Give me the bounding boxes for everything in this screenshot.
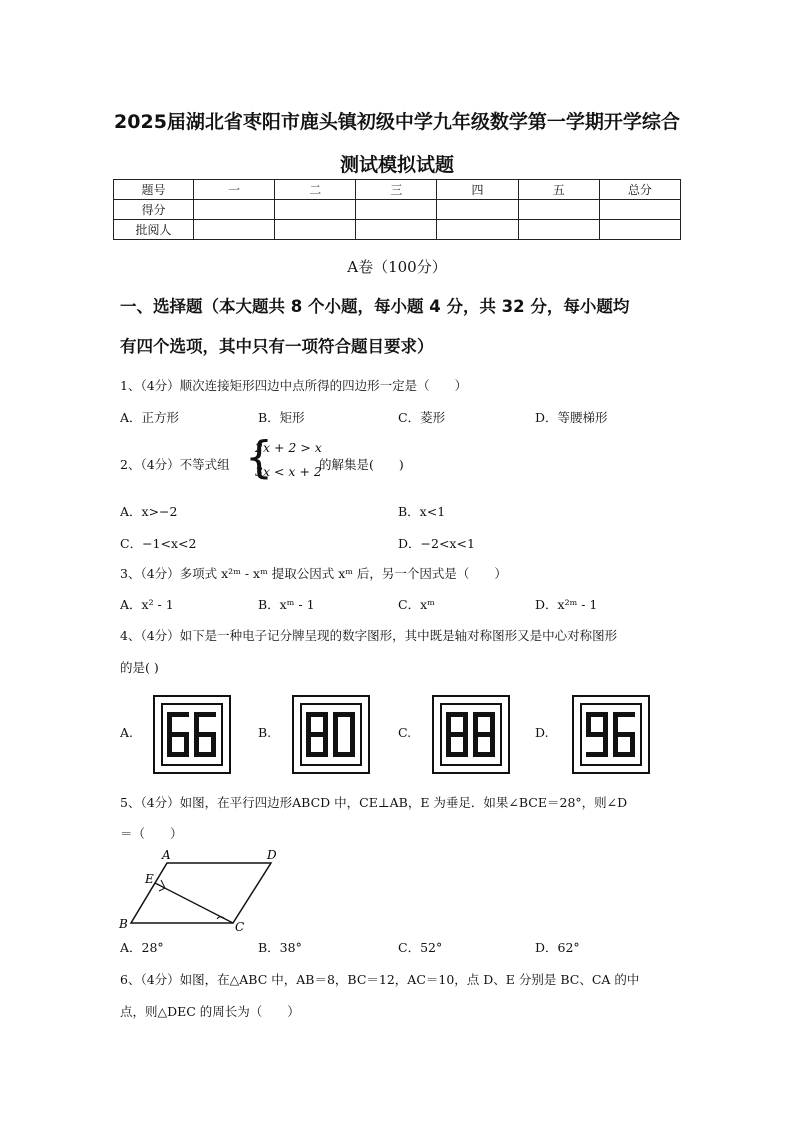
vertex-label-b: B — [119, 917, 128, 931]
table-cell — [437, 220, 518, 240]
question-1-stem: 1、（4分）顺次连接矩形四边中点所得的四边形一定是（ ） — [120, 378, 468, 393]
table-cell — [275, 220, 356, 240]
score-table-row — [114, 220, 681, 240]
table-cell: 题号 — [114, 180, 194, 200]
inequality-system — [245, 432, 325, 486]
q5-option-c: C．52° — [398, 940, 443, 955]
question-2-prefix: 2、（4分）不等式组 — [120, 457, 230, 472]
question-5-line2: ＝（ ） — [120, 826, 183, 841]
q1-option-b: B．矩形 — [258, 410, 305, 425]
q2-option-c: C．−1<x<2 — [120, 536, 197, 551]
question-2-suffix: 的解集是( ) — [319, 457, 404, 472]
digit-segment — [586, 732, 608, 737]
inequality-line-1: 2x + 2 > x — [255, 440, 322, 455]
digit-segment — [603, 712, 608, 736]
parallelogram-figure — [117, 843, 287, 933]
digit-segment — [306, 712, 311, 736]
table-cell — [599, 200, 680, 220]
digit-segment — [194, 732, 216, 737]
question-3-stem: 3、（4分）多项式 x²ᵐ - xᵐ 提取公因式 xᵐ 后，另一个因式是（ ） — [120, 566, 507, 581]
q2-option-b: B．x<1 — [398, 504, 446, 519]
digit-segment — [473, 732, 495, 737]
segment-digits-icon — [582, 705, 640, 764]
score-table-row — [114, 200, 681, 220]
digit-segment — [333, 712, 338, 736]
digit-segment — [473, 734, 478, 758]
table-cell — [518, 200, 599, 220]
digit-segment — [613, 734, 618, 758]
q5-option-b: B．38° — [258, 940, 302, 955]
digit-segment — [463, 712, 468, 736]
q1-option-d: D．等腰梯形 — [535, 410, 608, 425]
q4-option-b-letter: B. — [258, 725, 272, 740]
vertex-label-e: E — [145, 872, 154, 886]
digit-segment — [306, 732, 328, 737]
left-brace-icon: { — [245, 432, 273, 483]
q2-option-d: D．−2<x<1 — [398, 536, 475, 551]
digit-segment — [194, 734, 199, 758]
table-cell — [437, 200, 518, 220]
table-cell — [356, 200, 437, 220]
q4-option-a-digits — [153, 695, 231, 774]
section-heading-line2: 有四个选项，其中只有一项符合题目要求） — [120, 337, 434, 356]
digit-segment — [350, 712, 355, 736]
vertex-label-c: C — [235, 920, 245, 933]
digit-segment — [167, 712, 172, 736]
q4-option-c-digits — [432, 695, 510, 774]
q4-option-b-digits — [292, 695, 370, 774]
q2-option-a: A．x>−2 — [120, 504, 178, 519]
vertex-label-a: A — [162, 848, 171, 862]
digit-segment — [194, 712, 199, 736]
exam-title-line1: 2025届湖北省枣阳市鹿头镇初级中学九年级数学第一学期开学综合 — [114, 111, 680, 133]
q3-option-b: B．xᵐ - 1 — [258, 597, 315, 612]
q5-option-d: D．62° — [535, 940, 580, 955]
segment-digits-icon — [442, 705, 500, 764]
digit-segment — [306, 734, 311, 758]
q4-option-d-digits — [572, 695, 650, 774]
digit-segment — [333, 734, 338, 758]
digit-segment — [167, 734, 172, 758]
segment-digits-icon — [163, 705, 221, 764]
q4-option-a-letter: A. — [120, 725, 134, 740]
segment-digits-icon — [302, 705, 360, 764]
question-6-line1: 6、（4分）如图，在△ABC 中，AB＝8，BC＝12，AC＝10，点 D、E 分别是 BC、CA 的中 — [120, 972, 640, 987]
table-cell: 二 — [275, 180, 356, 200]
table-cell: 批阅人 — [114, 220, 194, 240]
question-4-line1: 4、（4分）如下是一种电子记分牌呈现的数字图形，其中既是轴对称图形又是中心对称图形 — [120, 628, 618, 643]
digit-segment — [446, 712, 451, 736]
table-cell — [194, 200, 275, 220]
q4-option-c-letter: C. — [398, 725, 412, 740]
q1-option-c: C．菱形 — [398, 410, 446, 425]
q1-option-a: A．正方形 — [120, 410, 180, 425]
inequality-line-2: 3x < x + 2 — [255, 464, 322, 479]
paper-subtitle: A卷（100分） — [347, 258, 447, 276]
q3-option-a: A．x² - 1 — [120, 597, 174, 612]
digit-segment — [586, 752, 608, 757]
vertex-label-d: D — [267, 848, 277, 862]
digit-segment — [490, 712, 495, 736]
digit-segment — [446, 732, 468, 737]
question-4-line2: 的是( ) — [120, 660, 159, 675]
q5-option-a: A．28° — [120, 940, 164, 955]
table-cell — [356, 220, 437, 240]
digit-segment — [613, 732, 635, 737]
score-table-header-row — [114, 180, 681, 200]
table-cell: 三 — [356, 180, 437, 200]
score-table — [113, 179, 681, 240]
digit-segment — [446, 734, 451, 758]
section-heading-line1: 一、选择题（本大题共 8 个小题，每小题 4 分，共 32 分，每小题均 — [120, 297, 630, 316]
q4-option-d-letter: D. — [535, 725, 549, 740]
table-cell — [518, 220, 599, 240]
table-cell: 总分 — [599, 180, 680, 200]
table-cell: 一 — [194, 180, 275, 200]
digit-segment — [586, 712, 591, 736]
table-cell: 五 — [518, 180, 599, 200]
table-cell: 四 — [437, 180, 518, 200]
digit-segment — [167, 732, 189, 737]
table-cell — [599, 220, 680, 240]
table-cell: 得分 — [114, 200, 194, 220]
table-cell — [275, 200, 356, 220]
table-cell — [194, 220, 275, 240]
digit-segment — [613, 712, 618, 736]
q3-option-c: C．xᵐ — [398, 597, 435, 612]
exam-title-line2: 测试模拟试题 — [339, 154, 454, 176]
q3-option-d: D．x²ᵐ - 1 — [535, 597, 598, 612]
digit-segment — [473, 712, 478, 736]
question-5-line1: 5、（4分）如图，在平行四边形ABCD 中，CE⊥AB，E 为垂足．如果∠BCE＝28°，则∠D — [120, 795, 628, 810]
digit-segment — [323, 712, 328, 736]
question-6-line2: 点，则△DEC 的周长为（ ） — [120, 1004, 300, 1019]
